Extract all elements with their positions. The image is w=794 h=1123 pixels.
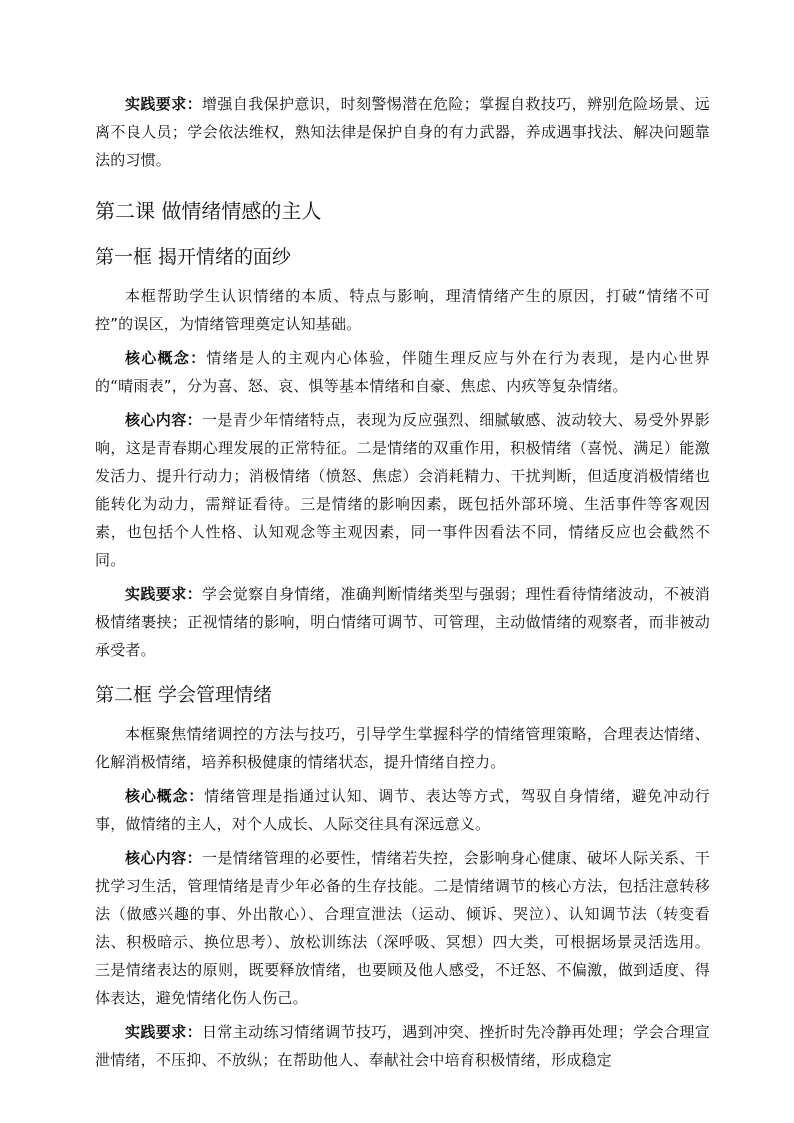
practice-text: 日常主动练习情绪调节技巧，遇到冲突、挫折时先冷静再处理；学会合理宣泄情绪，不压抑、不放纵；在帮助他人、奉献社会中培育积极情绪，形成稳定 bbox=[95, 1023, 710, 1069]
frame1-concept-paragraph bbox=[95, 344, 710, 400]
practice-paragraph-prev bbox=[95, 90, 710, 174]
frame2-intro: 本框聚焦情绪调控的方法与技巧，引导学生掌握科学的情绪管理策略，合理表达情绪、化解消极情绪，培养积极健康的情绪状态，提升情绪自控力。 bbox=[95, 725, 710, 771]
frame1-content-paragraph bbox=[95, 406, 710, 574]
practice-label: 实践要求： bbox=[125, 95, 202, 113]
content-text: 一是情绪管理的必要性，情绪若失控，会影响身心健康、破坏人际关系、干扰学习生活，管理情绪是青少年必备的生存技能。二是情绪调节的核心方法，包括注意转移法（做感兴趣的事、外出散心）、合理宣泄法（运动、倾诉、哭泣）、认知调节法（转变看法、积极暗示、换位思考）、放松训练法（深呼吸、冥想）四大类，可根据场景灵活选用。三是情绪表达的原则，既要释放情绪，也要顾及他人感受，不迁怒、不偏激，做到适度、得体表达，避免情绪化伤人伤己。 bbox=[95, 849, 710, 1007]
content-label: 核心内容： bbox=[125, 849, 202, 867]
frame2-practice-paragraph bbox=[95, 1018, 710, 1074]
frame1-practice-paragraph bbox=[95, 580, 710, 664]
concept-label: 核心概念： bbox=[125, 787, 205, 805]
content-label: 核心内容： bbox=[125, 411, 202, 429]
frame1-title: 第一框 揭开情绪的面纱 bbox=[95, 246, 292, 268]
frame1-intro: 本框帮助学生认识情绪的本质、特点与影响，理清情绪产生的原因，打破“情绪不可控”的误区，为情绪管理奠定认知基础。 bbox=[95, 287, 710, 333]
practice-label: 实践要求： bbox=[125, 585, 202, 603]
frame2-content-paragraph bbox=[95, 844, 710, 1012]
document-page bbox=[95, 90, 710, 1080]
practice-text: 学会觉察自身情绪，准确判断情绪类型与强弱；理性看待情绪波动，不被消极情绪裹挟；正视情绪的影响，明白情绪可调节、可管理，主动做情绪的观察者，而非被动承受者。 bbox=[95, 585, 710, 659]
frame2-title: 第二框 学会管理情绪 bbox=[95, 684, 273, 706]
content-text: 一是青少年情绪特点，表现为反应强烈、细腻敏感、波动较大、易受外界影响，这是青春期心理发展的正常特征。二是情绪的双重作用，积极情绪（喜悦、满足）能激发活力、提升行动力；消极情绪（愤怒、焦虑）会消耗精力、干扰判断，但适度消极情绪也能转化为动力，需辩证看待。三是情绪的影响因素，既包括外部环境、生活事件等客观因素，也包括个人性格、认知观念等主观因素，同一事件因看法不同，情绪反应也会截然不同。 bbox=[95, 411, 710, 569]
frame2-concept-paragraph bbox=[95, 782, 710, 838]
concept-text: 情绪是人的主观内心体验，伴随生理反应与外在行为表现，是内心世界的“晴雨表”，分为喜、怒、哀、惧等基本情绪和自豪、焦虑、内疚等复杂情绪。 bbox=[95, 349, 710, 395]
practice-text: 增强自我保护意识，时刻警惕潜在危险；掌握自救技巧，辨别危险场景、远离不良人员；学会依法维权，熟知法律是保护自身的有力武器，养成遇事找法、解决问题靠法的习惯。 bbox=[95, 95, 710, 169]
practice-label: 实践要求： bbox=[125, 1023, 202, 1041]
concept-label: 核心概念： bbox=[125, 349, 207, 367]
lesson-title: 第二课 做情绪情感的主人 bbox=[95, 199, 322, 223]
concept-text: 情绪管理是指通过认知、调节、表达等方式，驾驭自身情绪，避免冲动行事，做情绪的主人，对个人成长、人际交往具有深远意义。 bbox=[95, 787, 710, 833]
